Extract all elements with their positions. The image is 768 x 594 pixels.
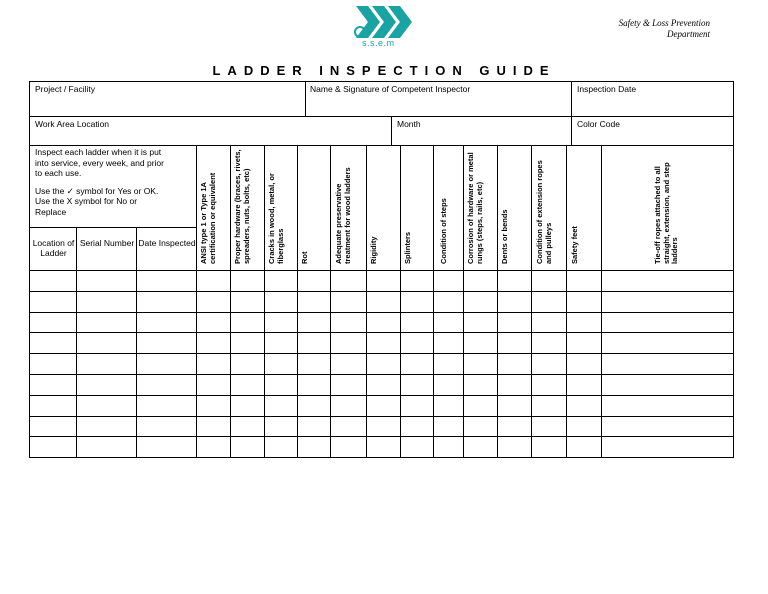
page-title: LADDER INSPECTION GUIDE — [212, 63, 556, 78]
column-divider — [566, 145, 567, 458]
column-divider — [196, 145, 197, 458]
inspection-date-label: Inspection Date — [577, 84, 637, 94]
instruction-no-line-2: Replace — [35, 206, 67, 217]
column-divider — [76, 227, 77, 458]
form-border-top — [29, 81, 734, 82]
column-divider — [297, 145, 298, 458]
instruction-no-line-1: Use the X symbol for No or — [35, 196, 138, 206]
table-row-line — [29, 457, 734, 458]
department-line-2: Department — [667, 29, 710, 39]
check-column-header: Cracks in wood, metal, or fiberglass — [266, 173, 285, 264]
column-divider — [497, 145, 498, 458]
instruction-line-3: to each use. — [35, 168, 82, 178]
check-column-header: Corrosion of hardware or metal rungs (steps, rails, etc) — [466, 152, 484, 264]
project-facility-label: Project / Facility — [35, 84, 95, 94]
column-divider — [400, 145, 401, 458]
check-column-header: Rot — [299, 251, 309, 264]
column-divider — [230, 145, 231, 458]
month-label: Month — [397, 119, 421, 129]
table-row-line — [29, 353, 734, 354]
instruction-line-1: Inspect each ladder when it is put — [35, 147, 162, 157]
table-row-line — [29, 312, 734, 313]
column-divider — [264, 145, 265, 458]
check-column-header: Condition of steps — [438, 198, 448, 264]
info-column-divider — [305, 81, 306, 117]
date-inspected-column-header: Date Inspected — [138, 238, 196, 248]
info-column-divider — [391, 116, 392, 146]
logo-text: s.s.e.m — [362, 38, 395, 48]
check-column-header: Proper hardware (braces, rivets, spreaders, nuts, bolts, etc) — [233, 149, 251, 264]
department-line-1: Safety & Loss Prevention — [618, 18, 710, 28]
check-column-header: Safety feet — [569, 226, 579, 264]
column-divider — [330, 145, 331, 458]
color-code-label: Color Code — [577, 119, 620, 129]
check-column-header: Condition of extension ropes and pulleys — [534, 160, 553, 264]
department-label — [619, 18, 710, 40]
check-column-header: Rigidity — [369, 236, 379, 264]
column-divider — [136, 227, 137, 458]
table-row-line — [29, 332, 734, 333]
info-row-divider — [29, 145, 734, 146]
column-divider — [433, 145, 434, 458]
check-column-header: Splinters — [402, 231, 412, 264]
column-divider — [531, 145, 532, 458]
location-column-header: Location of Ladder — [32, 238, 75, 258]
table-row-line — [29, 395, 734, 396]
table-row-line — [29, 374, 734, 375]
check-column-header: Tie-off ropes attached to all straight, extension, and step ladders — [653, 162, 680, 264]
column-divider — [601, 145, 602, 458]
instructions-divider — [29, 227, 197, 228]
instruction-line-2: into service, every week, and prior — [35, 157, 164, 168]
column-divider — [366, 145, 367, 458]
table-row-line — [29, 270, 734, 271]
table-row-line — [29, 416, 734, 417]
info-row-divider — [29, 116, 734, 117]
info-column-divider — [571, 81, 572, 146]
table-row-line — [29, 436, 734, 437]
column-divider — [463, 145, 464, 458]
instructions-block — [35, 147, 193, 217]
table-row-line — [29, 291, 734, 292]
check-column-header: Dents or bends — [500, 209, 510, 264]
inspector-label: Name & Signature of Competent Inspector — [310, 84, 471, 94]
check-column-header: Adequate preservative treatment for wood ladders — [334, 167, 352, 264]
work-area-label: Work Area Location — [35, 119, 110, 129]
instruction-yes-line: Use the ✓ symbol for Yes or OK. — [35, 185, 159, 196]
serial-number-column-header: Serial Number — [79, 238, 135, 248]
check-column-header: ANSI type 1 or Type 1A certification or equivalent — [199, 172, 217, 264]
